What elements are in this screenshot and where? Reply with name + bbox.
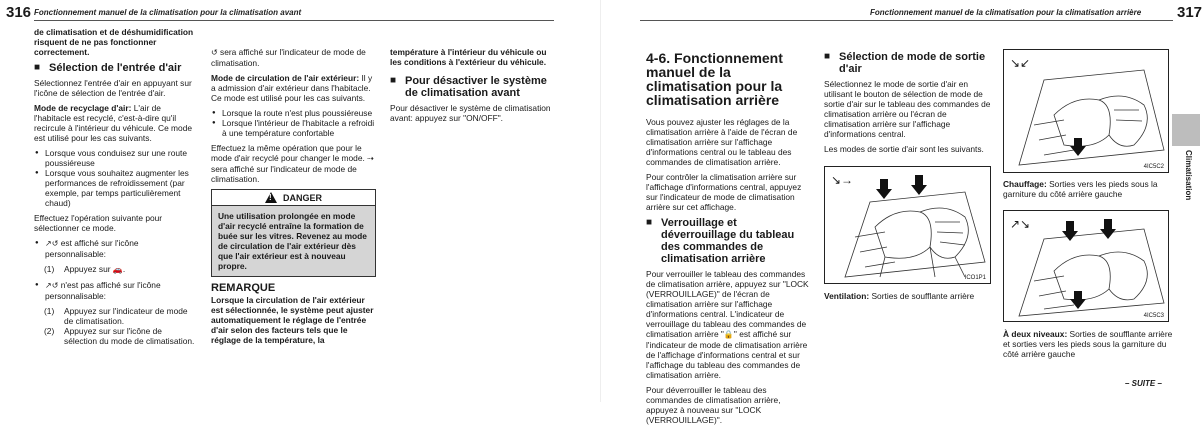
outside-mode-text: Il y a admission d'air extérieur dans l'habitacle. Ce mode est utilisé pour les cas suivants. xyxy=(211,73,373,103)
left-header-rule xyxy=(34,20,554,21)
danger-header xyxy=(212,190,375,206)
outside-air-icon: ⇢ xyxy=(367,154,374,163)
lock-text-b: " est affiché sur l'indicateur de mode de climatisation arrière de l'affichage d'informations central et sur l'affichage du tableau des commandes de climatisation arrière. xyxy=(646,329,808,380)
right-page-number: 317 xyxy=(1177,4,1202,21)
operation-bullets xyxy=(34,238,196,259)
disable-paragraph: Pour désactiver le système de climatisation avant: appuyez sur "ON/OFF". xyxy=(390,103,551,123)
side-tab xyxy=(1172,114,1200,146)
left-running-head: Fonctionnement manuel de la climatisation pour la climatisation avant xyxy=(34,8,302,17)
list-item xyxy=(34,280,196,301)
danger-box xyxy=(211,189,376,277)
list-item: ● Lorsque la route n'est plus poussiéreuse xyxy=(211,108,376,118)
step-number: (1) xyxy=(44,306,55,316)
danger-body: Une utilisation prolongée en mode d'air recyclé entraîne la formation de buée sur les vitres. Revenez au mode de circulation de l'air extérieur dès que l'air extérieur est à nouveau propre. xyxy=(212,206,375,276)
figure-code: 4IC5C2 xyxy=(1143,164,1164,170)
list-item xyxy=(34,238,196,259)
chapter-title: 4-6. Fonctionnement manuel de la climatisation pour la climatisation arrière xyxy=(646,50,783,108)
side-tab-label: Climatisation xyxy=(1184,150,1193,201)
rear-control-paragraph: Pour contrôler la climatisation arrière sur l'affichage d'informations central, appuyez sur l'indicateur de mode de climatisation arrière sur cet affichage. xyxy=(646,172,802,212)
bilevel-caption xyxy=(1003,329,1173,359)
same-op-text: Effectuez la même opération que pour le mode d'air recyclé pour changer le mode. xyxy=(211,143,365,163)
step-number: (2) xyxy=(44,326,55,336)
heating-figure xyxy=(1003,49,1169,173)
danger-label: DANGER xyxy=(282,192,322,203)
step-text: Appuyez sur sur l'icône de sélection du mode de climatisation. xyxy=(64,326,195,346)
step-number: (1) xyxy=(44,264,55,274)
outlet-paragraph: Sélectionnez le mode de sortie d'air en utilisant le bouton de sélection de mode de sortie d'air sur le tableau des commandes de climatisation arrière ou l'écran de climatisation arrière sur l'affichage d'informations central. xyxy=(824,79,991,139)
bilevel-mode-icon: ↗↘ xyxy=(1010,217,1031,231)
op2-steps xyxy=(34,306,196,346)
section-lock-title: ■ Verrouillage et déverrouillage du tableau des commandes de climatisation arrière xyxy=(646,217,813,265)
figure-code: ICO1P1 xyxy=(964,275,986,281)
operation-paragraph: Effectuez l'opération suivante pour sélectionner ce mode. xyxy=(34,213,163,233)
step-text: Appuyez sur l'indicateur de mode de climatisation. xyxy=(64,306,188,326)
list-item: ● Lorsque vous conduisez sur une route poussiéreuse xyxy=(34,148,196,168)
same-op-text-b: sera affiché sur l'indicateur de mode de climatisation. xyxy=(211,164,357,184)
caption-text: Sorties vers les pieds sous la garniture du côté arrière gauche xyxy=(1003,179,1158,199)
air-intake-paragraph: Sélectionnez l'entrée d'air en appuyant sur l'icône de sélection de l'entrée d'air. xyxy=(34,78,192,98)
unlock-paragraph: Pour déverrouiller le tableau des commandes de climatisation arrière, appuyez à nouveau sur "LOCK (VERROUILLAGE)". xyxy=(646,385,781,425)
continued-marker: – SUITE – xyxy=(1125,379,1162,388)
recirculation-icon: ↗↺ xyxy=(45,239,59,248)
continued-note: température à l'intérieur du véhicule ou les conditions à l'extérieur du véhicule. xyxy=(390,47,547,67)
op2-text: n'est pas affiché sur l'icône personnalisable: xyxy=(45,280,161,301)
figure-code: 4IC5C3 xyxy=(1143,313,1164,319)
section-disable-title: ■ Pour désactiver le système de climatisation avant xyxy=(390,75,555,99)
recirculation-icon: ↺ xyxy=(211,48,218,57)
heating-caption xyxy=(1003,179,1173,199)
section-air-intake-title: ■ Sélection de l'entrée d'air xyxy=(34,62,196,74)
lock-paragraph xyxy=(646,269,813,380)
step-text: Appuyez sur xyxy=(64,264,111,274)
left-column-2 xyxy=(211,47,376,350)
left-column-1 xyxy=(34,27,196,351)
section-outlet-title: ■ Sélection de mode de sortie d'air xyxy=(824,51,992,75)
list-item xyxy=(44,326,196,346)
recycle-bullets xyxy=(34,148,196,208)
lock-icon: 🔒 xyxy=(723,330,734,339)
mode-indicator-text: sera affiché sur l'indicateur de mode de climatisation. xyxy=(211,47,366,68)
outside-mode-label: Mode de circulation de l'air extérieur: xyxy=(211,73,360,83)
rear-intro-paragraph: Vous pouvez ajuster les réglages de la climatisation arrière à l'aide de l'écran de climatisation arrière sur l'affichage d'informations central ou le tableau des commandes de climatisation arrière. xyxy=(646,117,798,167)
outside-mode-paragraph xyxy=(211,73,376,103)
recycle-mode-label: Mode de recyclage d'air: xyxy=(34,103,132,113)
same-operation-paragraph xyxy=(211,143,376,184)
outlet-modes-paragraph: Les modes de sortie d'air sont les suivants. xyxy=(824,144,984,154)
intro-paragraph: de climatisation et de déshumidification risquent de ne pas fonctionner correctement. xyxy=(34,27,194,57)
car-recirculation-icon: 🚗 xyxy=(112,265,123,274)
warning-triangle-icon: ! xyxy=(265,192,277,203)
mode-indicator-paragraph xyxy=(211,47,376,68)
op1-steps xyxy=(34,264,196,275)
ventilation-figure xyxy=(824,166,991,284)
caption-label: À deux niveaux: xyxy=(1003,329,1068,339)
bilevel-figure xyxy=(1003,210,1169,322)
note-text: Lorsque la circulation de l'air extérieur est sélectionnée, le système peut ajuster automatiquement le réglage de l'entrée d'air selon des facteurs tels que le réglage de la température, la xyxy=(211,295,374,345)
right-header-rule xyxy=(640,20,1173,21)
list-item xyxy=(44,306,196,326)
left-column-3 xyxy=(390,47,555,128)
right-column-1 xyxy=(646,49,813,430)
list-item: ● Lorsque vous souhaitez augmenter les performances de refroidissement (par exemple, par temps particulièrement chaud) xyxy=(34,168,196,208)
ventilation-mode-icon: ↘→ xyxy=(831,173,854,187)
recycle-mode-text: L'air de l'habitacle est recyclé, c'est-à-dire qu'il recircule à l'intérieur du véhicule. Ce mode est utilisé pour les cas suivants. xyxy=(34,103,193,143)
recycle-mode-paragraph xyxy=(34,103,196,143)
caption-text: Sorties de soufflante arrière et sorties vers les pieds sous la garniture du côté arrière gauche xyxy=(1003,329,1173,359)
heating-mode-icon: ↘↙ xyxy=(1010,56,1031,70)
op1-text: est affiché sur l'icône personnalisable: xyxy=(45,238,139,259)
recirculation-icon: ↗↺ xyxy=(45,281,59,290)
right-column-2 xyxy=(824,47,992,159)
caption-text: Sorties de soufflante arrière xyxy=(869,291,975,301)
operation-bullets-2 xyxy=(34,280,196,301)
list-item: ● Lorsque l'intérieur de l'habitacle a refroidi à une température confortable xyxy=(211,118,376,138)
right-running-head: Fonctionnement manuel de la climatisation pour la climatisation arrière xyxy=(870,8,1142,17)
caption-label: Chauffage: xyxy=(1003,179,1047,189)
list-item: (1) Appuyez sur 🚗. xyxy=(44,264,126,274)
lock-text-a: Pour verrouiller le tableau des commandes de climatisation arrière, appuyez sur "LOCK (VERROUILLAGE)" de l'écran de climatisation arrière sur l'affichage d'informations central. L'indicateur de verrouillage du tableau des commandes de climatisation arrière " xyxy=(646,269,809,339)
outside-bullets xyxy=(211,108,376,138)
ventilation-caption xyxy=(824,291,994,301)
note-heading: REMARQUE xyxy=(211,282,276,294)
left-page-number: 316 xyxy=(6,4,32,21)
caption-label: Ventilation: xyxy=(824,291,870,301)
page-gutter xyxy=(600,0,601,402)
